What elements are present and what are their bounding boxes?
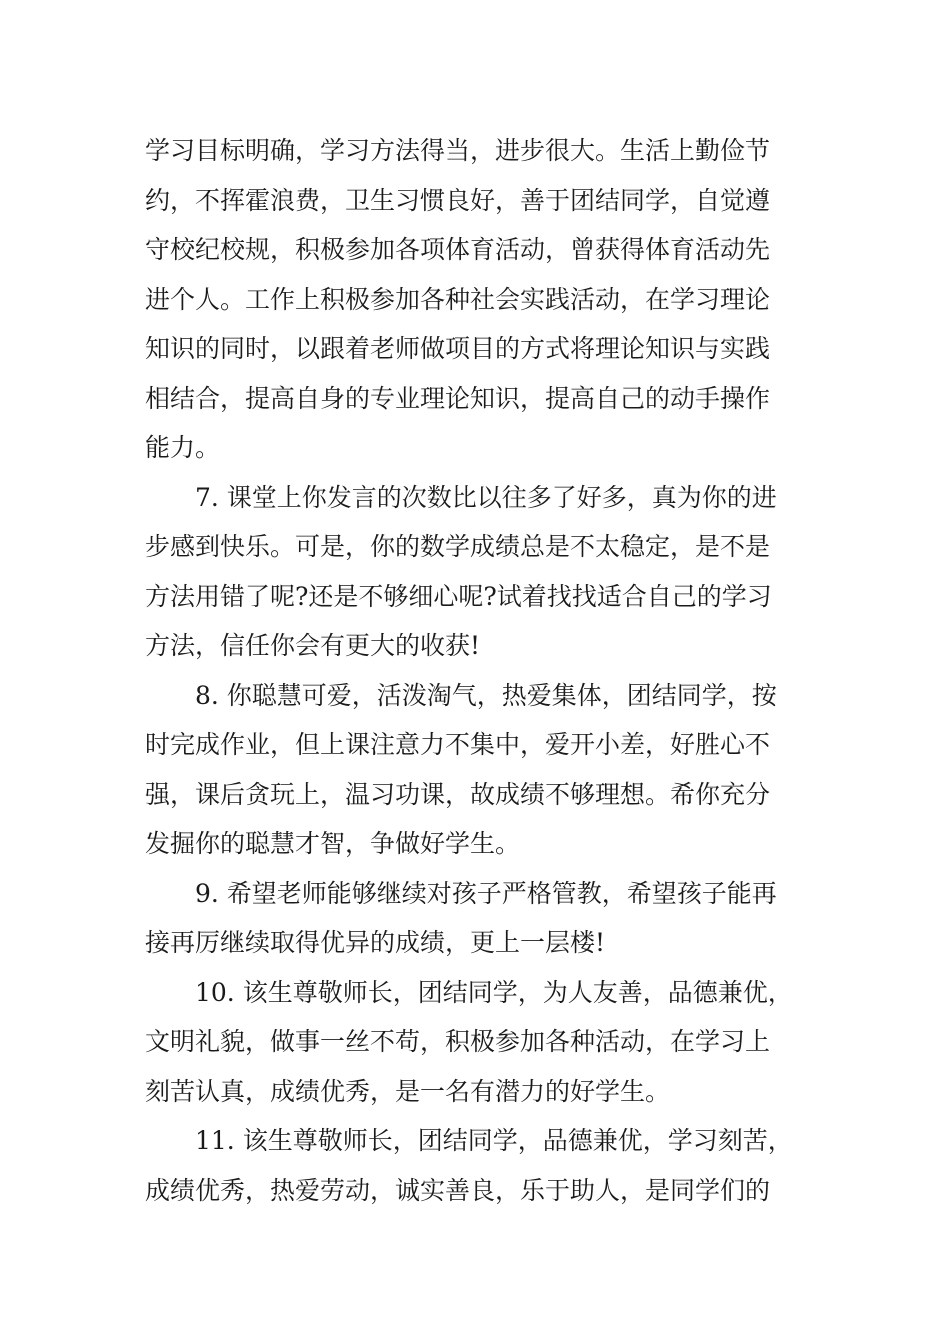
text-line: 相结合，提高自身的专业理论知识，提高自己的动手操作 — [145, 383, 771, 413]
paragraph-9-first-line: 9. 希望老师能够继续对孩子严格管教，希望孩子能再 — [195, 878, 777, 908]
text-line: 进个人。工作上积极参加各种社会实践活动，在学习理论 — [145, 284, 771, 314]
document-body-text — [145, 126, 845, 1215]
paragraph-10-first-line: 10. 该生尊敬师长，团结同学，为人友善，品德兼优， — [195, 977, 793, 1007]
text-line: 接再厉继续取得优异的成绩，更上一层楼! — [145, 928, 606, 957]
paragraph-8-first-line: 8. 你聪慧可爱，活泼淘气，热爱集体，团结同学，按 — [195, 680, 777, 710]
text-line: 知识的同时，以跟着老师做项目的方式将理论知识与实践 — [145, 334, 771, 363]
text-line: 守校纪校规，积极参加各项体育活动，曾获得体育活动先 — [145, 235, 771, 264]
text-line: 时完成作业，但上课注意力不集中，爱开小差，好胜心不 — [145, 730, 771, 759]
text-line: 刻苦认真，成绩优秀，是一名有潜力的好学生。 — [145, 1076, 671, 1106]
text-line: 约，不挥霍浪费，卫生习惯良好，善于团结同学，自觉遵 — [145, 185, 771, 215]
text-line: 强，课后贪玩上，温习功课，故成绩不够理想。希你充分 — [145, 779, 771, 809]
text-line: 步感到快乐。可是，你的数学成绩总是不太稳定，是不是 — [145, 532, 771, 561]
paragraph-7-first-line: 7. 课堂上你发言的次数比以往多了好多，真为你的进 — [195, 482, 777, 512]
text-line: 方法用错了呢?还是不够细心呢?试着找找适合自己的学习 — [145, 581, 772, 611]
text-line: 学习目标明确，学习方法得当，进步很大。生活上勤俭节 — [145, 136, 771, 165]
paragraph-11-first-line: 11. 该生尊敬师长，团结同学，品德兼优，学习刻苦， — [195, 1126, 793, 1155]
text-line: 方法，信任你会有更大的收获! — [145, 631, 481, 660]
text-line: 成绩优秀，热爱劳动，诚实善良，乐于助人，是同学们的 — [145, 1175, 771, 1205]
text-line: 发掘你的聪慧才智，争做好学生。 — [145, 829, 521, 858]
text-line: 能力。 — [145, 433, 221, 462]
text-line: 文明礼貌，做事一丝不苟，积极参加各种活动，在学习上 — [145, 1027, 771, 1056]
